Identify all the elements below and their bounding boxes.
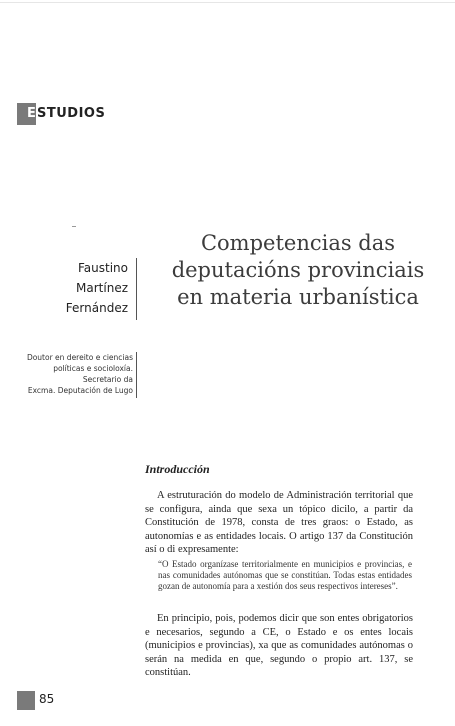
body-paragraph-2: En principio, pois, podemos dicir que son entes obrigatorios e necesarios, segundo a CE, o Estado e os entes locais (municipios e provincias), xa que as comunidades autónomas o serán na medida en que, segundo o propio art. 137, se constitúan. (145, 613, 413, 678)
article-title (143, 230, 453, 311)
title-line-2: deputacións provinciais (171, 258, 425, 282)
section-initial: E (27, 106, 37, 121)
body-paragraph-1: A estruturación do modelo de Administración territorial que se configura, ainda que sexa un tópico dicilo, a partir da Constitución de 1978, consta de tres graos: o Estado, as autonomías e as entidades locais. O artigo 137 da Constitución así o di expresamente: (145, 490, 413, 555)
page-number: 85 (39, 692, 55, 706)
author-surname-1: Martínez (76, 281, 128, 295)
page-number-block (17, 691, 35, 710)
affiliation-line-1: Doutor en dereito e ciencias (26, 353, 133, 362)
affiliation-line-3: Secretario da (82, 375, 133, 384)
affiliation-line-2: políticas e socioloxía. (53, 364, 133, 373)
decorative-dash (72, 226, 76, 227)
author-divider (136, 258, 137, 320)
title-line-1: Competencias das (200, 231, 396, 255)
title-line-3: en materia urbanística (177, 285, 419, 309)
section-label: STUDIOS (37, 106, 106, 121)
author-name (66, 258, 128, 318)
author-surname-2: Fernández (65, 301, 128, 315)
affiliation-line-4: Excma. Deputación de Lugo (27, 386, 133, 395)
page-top-border (0, 2, 455, 3)
author-affiliation (27, 352, 133, 396)
author-first-name: Faustino (78, 261, 128, 275)
section-subheading: Introducción (145, 462, 210, 476)
constitution-quote: “O Estado organízase territorialmente en municipios e provincias, e nas comunidades autónomas que se constitúan. Todas estas entidades gozan de autonomía para a xestión dos seus respectivos intereses”. (158, 559, 412, 592)
affiliation-divider (136, 352, 137, 398)
